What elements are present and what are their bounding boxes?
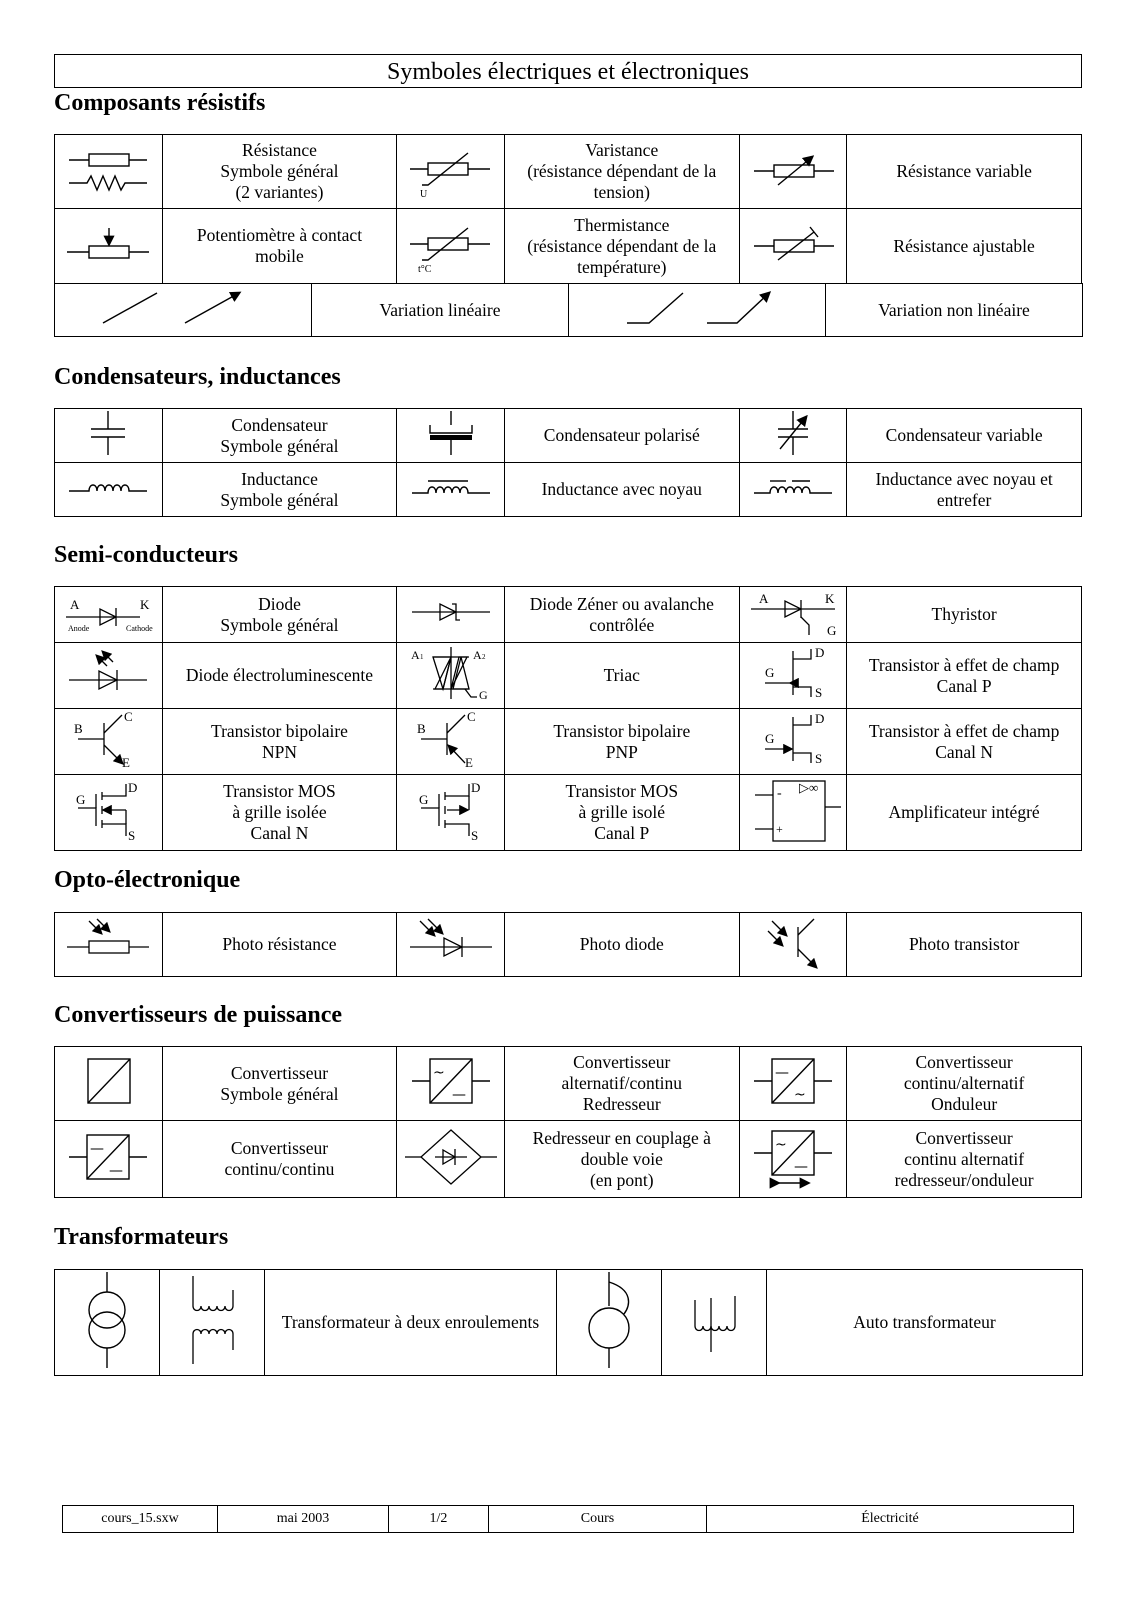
opamp-icon (739, 775, 847, 851)
jfetn-mark-g: G (764, 731, 775, 746)
inductor-icon (55, 463, 163, 517)
footer-file: cours_15.sxw (63, 1506, 218, 1533)
triac-mark-a1-sub: 1 (419, 653, 424, 661)
cell-label-photo-diode: Photo diode (504, 913, 739, 977)
rectifier-mark-ac: ~ (432, 1065, 445, 1081)
footer (62, 1505, 1074, 1533)
table-variation (54, 283, 1083, 337)
table-opto (54, 912, 1082, 977)
led-icon (55, 643, 163, 709)
page-title: Symboles électriques et électroniques (54, 54, 1082, 88)
gap-core-inductor-icon (739, 463, 847, 517)
bidir-mark-dc: — (793, 1158, 808, 1175)
mosp-mark-s: S (470, 828, 478, 843)
cell-label-resistance: Résistance Symbole général (2 variantes) (162, 135, 397, 209)
variable-capacitor-icon (739, 409, 847, 463)
pnp-mark-b: B (416, 721, 426, 736)
cell-label-redresseur: Convertisseur alternatif/continu Redresseur (504, 1047, 739, 1121)
cell-label-condensateur: Condensateur Symbole général (162, 409, 397, 463)
npn-transistor-icon (55, 709, 163, 775)
pnp-transistor-icon (397, 709, 505, 775)
cell-label-variation-lineaire: Variation linéaire (312, 284, 569, 337)
jfet-p-icon (739, 643, 847, 709)
thermistor-icon (397, 209, 505, 284)
npn-mark-c: C (124, 709, 133, 724)
transformer-circles-icon (55, 1270, 160, 1376)
cell-label-variation-non-lineaire: Variation non linéaire (826, 284, 1083, 337)
mosn-mark-s: S (128, 828, 136, 843)
cell-label-auto-transformateur: Auto transformateur (767, 1270, 1083, 1376)
cell-label-led: Diode électroluminescente (162, 643, 397, 709)
bidir-mark-ac: ~ (774, 1136, 787, 1153)
npn-mark-b: B (74, 721, 83, 736)
varistor-icon (397, 135, 505, 209)
cell-label-thyristor: Thyristor (847, 587, 1082, 643)
autotransformer-circle-icon (557, 1270, 662, 1376)
dcdc-mark-in: — (90, 1140, 105, 1157)
mosfet-p-icon (397, 775, 505, 851)
cell-label-pont: Redresseur en couplage à double voie (en pont) (504, 1121, 739, 1198)
cell-label-transformateur: Transformateur à deux enroulements (265, 1270, 557, 1376)
pnp-mark-e: E (464, 755, 473, 769)
cell-label-varistance: Varistance (résistance dépendant de la tension) (504, 135, 739, 209)
section-title-transfo: Transformateurs (54, 1224, 229, 1250)
converter-icon (55, 1047, 163, 1121)
table-convertisseurs (54, 1046, 1082, 1198)
cell-label-npn: Transistor bipolaire NPN (162, 709, 397, 775)
cell-label-photo-resistance: Photo résistance (162, 913, 397, 977)
diode-mark-anode: Anode (68, 624, 90, 633)
jfetp-mark-g: G (764, 665, 775, 680)
thyristor-mark-k: K (824, 591, 835, 606)
pnp-mark-c: C (466, 709, 476, 724)
dcdc-mark-out: — (109, 1162, 124, 1179)
cell-label-inductance-entrefer: Inductance avec noyau et entrefer (847, 463, 1082, 517)
section-title-convertisseurs: Convertisseurs de puissance (54, 1002, 343, 1028)
cell-label-convertisseur: Convertisseur Symbole général (162, 1047, 397, 1121)
linear-variation-icon (55, 284, 312, 337)
triac-mark-a2: A (472, 648, 482, 662)
adjustable-resistor-icon (739, 209, 847, 284)
cell-label-condensateur-variable: Condensateur variable (847, 409, 1082, 463)
dc-dc-converter-icon (55, 1121, 163, 1198)
footer-date: mai 2003 (218, 1506, 389, 1533)
opamp-mark-symbol: ▷∞ (798, 780, 819, 795)
phototransistor-icon (739, 913, 847, 977)
footer-subject: Électricité (707, 1506, 1074, 1533)
photodiode-icon (397, 913, 505, 977)
transformer-coils-icon (160, 1270, 265, 1376)
jfet-n-icon (739, 709, 847, 775)
cell-label-zener: Diode Zéner ou avalanche contrôlée (504, 587, 739, 643)
cell-label-photo-transistor: Photo transistor (847, 913, 1082, 977)
cell-label-jfet-n: Transistor à effet de champ Canal N (847, 709, 1082, 775)
jfetn-mark-s: S (814, 751, 823, 766)
jfetp-mark-s: S (814, 685, 823, 700)
resistor-icon (55, 135, 163, 209)
cell-label-potentiometre: Potentiomètre à contact mobile (162, 209, 397, 284)
capacitor-icon (55, 409, 163, 463)
zener-diode-icon (397, 587, 505, 643)
footer-type: Cours (489, 1506, 707, 1533)
cell-label-pnp: Transistor bipolaire PNP (504, 709, 739, 775)
thyristor-mark-a: A (758, 591, 769, 606)
cell-label-ampli: Amplificateur intégré (847, 775, 1082, 851)
cell-label-triac: Triac (504, 643, 739, 709)
cell-label-continu-continu: Convertisseur continu/continu (162, 1121, 397, 1198)
triac-mark-a2-sub: 2 (481, 653, 486, 661)
triac-mark-g: G (478, 688, 488, 702)
mosn-mark-d: D (128, 780, 138, 795)
diode-icon (55, 587, 163, 643)
cell-label-resistance-ajustable: Résistance ajustable (847, 209, 1082, 284)
bridge-rectifier-icon (397, 1121, 505, 1198)
rectifier-icon (397, 1047, 505, 1121)
opamp-mark-minus: - (776, 786, 782, 801)
table-resistifs (54, 134, 1082, 284)
thyristor-icon (739, 587, 847, 643)
section-title-condensateurs: Condensateurs, inductances (54, 364, 341, 390)
thyristor-mark-g: G (826, 623, 837, 637)
triac-icon (397, 643, 505, 709)
section-title-semi: Semi-conducteurs (54, 542, 238, 568)
cell-label-onduleur: Convertisseur continu/alternatif Onduleur (847, 1047, 1082, 1121)
cell-label-redresseur-onduleur: Convertisseur continu alternatif redresseur/onduleur (847, 1121, 1082, 1198)
mosn-mark-g: G (76, 792, 86, 807)
jfetn-mark-d: D (814, 711, 825, 726)
core-inductor-icon (397, 463, 505, 517)
autotransformer-coil-icon (662, 1270, 767, 1376)
table-condensateurs (54, 408, 1082, 517)
triac-mark-a1: A (410, 648, 420, 662)
cell-label-condensateur-polarise: Condensateur polarisé (504, 409, 739, 463)
inverter-mark-ac: ~ (793, 1087, 806, 1103)
varistor-mark: U (419, 189, 427, 199)
section-title-resistifs: Composants résistifs (54, 90, 266, 116)
cell-label-mos-p: Transistor MOS à grille isolé Canal P (504, 775, 739, 851)
diode-mark-cathode: Cathode (126, 624, 153, 633)
inverter-mark-dc: — (774, 1065, 789, 1081)
opamp-mark-plus: + (775, 822, 783, 836)
nonlinear-variation-icon (569, 284, 826, 337)
mosfet-n-icon (55, 775, 163, 851)
thermistor-mark: t°C (417, 263, 432, 274)
jfetp-mark-d: D (814, 645, 825, 660)
diode-mark-k: K (140, 597, 150, 612)
cell-label-mos-n: Transistor MOS à grille isolée Canal N (162, 775, 397, 851)
section-title-opto: Opto-électronique (54, 867, 241, 893)
mosp-mark-g: G (418, 792, 428, 807)
cell-label-inductance-noyau: Inductance avec noyau (504, 463, 739, 517)
npn-mark-e: E (122, 755, 131, 769)
rectifier-mark-dc: — (451, 1087, 466, 1103)
cell-label-resistance-variable: Résistance variable (847, 135, 1082, 209)
cell-label-diode: Diode Symbole général (162, 587, 397, 643)
bidirectional-converter-icon (739, 1121, 847, 1198)
inverter-icon (739, 1047, 847, 1121)
diode-mark-a: A (70, 597, 80, 612)
cell-label-inductance: Inductance Symbole général (162, 463, 397, 517)
cell-label-jfet-p: Transistor à effet de champ Canal P (847, 643, 1082, 709)
variable-resistor-icon (739, 135, 847, 209)
potentiometer-icon (55, 209, 163, 284)
table-transfo (54, 1269, 1083, 1376)
polarized-capacitor-icon (397, 409, 505, 463)
footer-page: 1/2 (389, 1506, 489, 1533)
mosp-mark-d: D (470, 780, 480, 795)
cell-label-thermistance: Thermistance (résistance dépendant de la température) (504, 209, 739, 284)
photoresistor-icon (55, 913, 163, 977)
table-semi (54, 586, 1082, 851)
